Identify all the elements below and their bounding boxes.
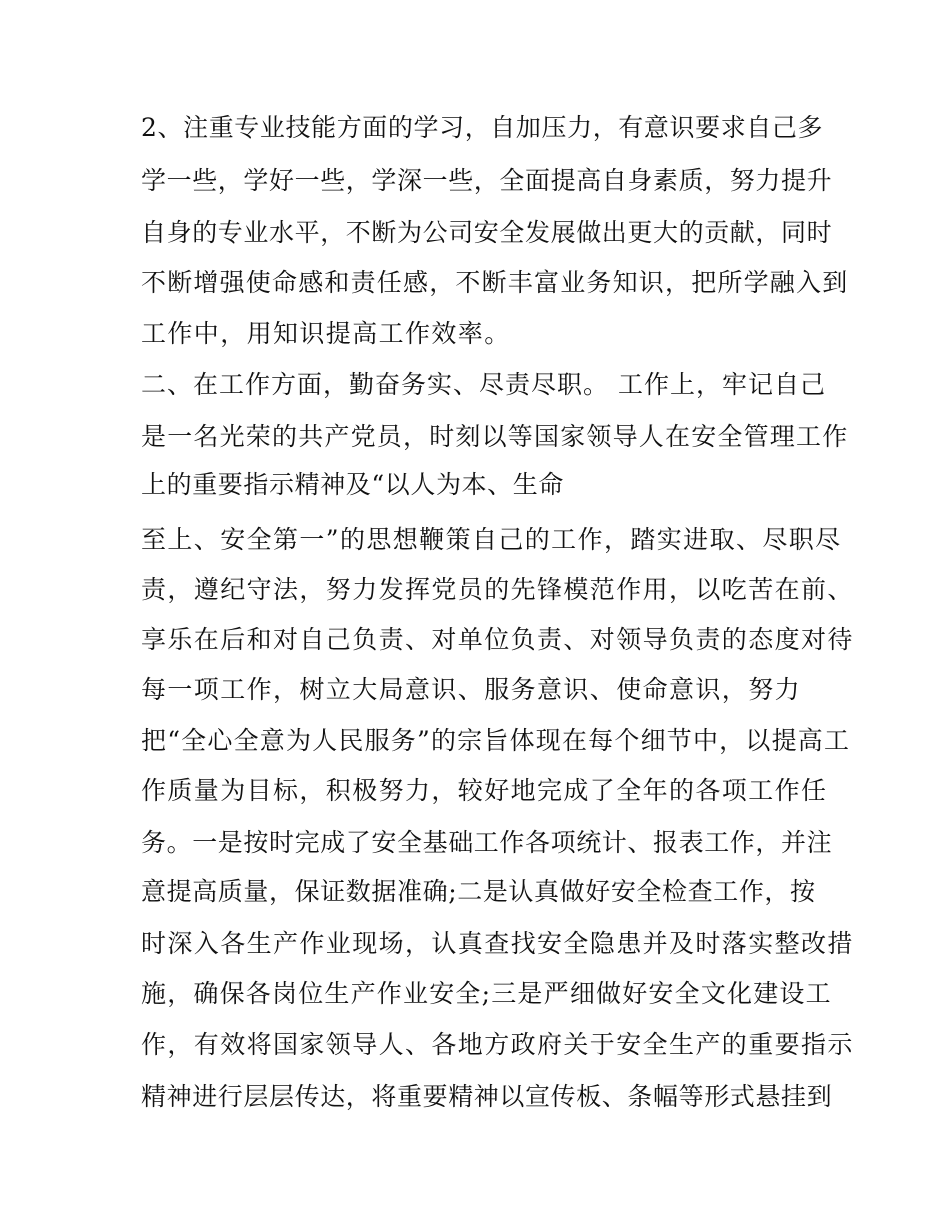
text-line: 作，有效将国家领导人、各地方政府关于安全生产的重要指示 (141, 1030, 854, 1059)
text-line: 上的重要指示精神及“以人为本、生命 (141, 470, 564, 499)
text-line: 责，遵纪守法，努力发挥党员的先锋模范作用，以吃苦在前、 (141, 575, 854, 604)
text-line: 精神进行层层传达，将重要精神以宣传板、条幅等形式悬挂到 (141, 1082, 833, 1111)
text-line: 学一些，学好一些，学深一些，全面提高自身素质，努力提升 (141, 166, 833, 195)
text-line: 是一名光荣的共产党员，时刻以等国家领导人在安全管理工作 (141, 422, 849, 451)
text-line: 工作中，用知识提高工作效率。 (141, 319, 511, 348)
section-heading-line: 二、在工作方面，勤奋务实、尽责尽职。 工作上，牢记自己 (141, 370, 826, 399)
text-line: 意提高质量，保证数据准确;二是认真做好安全检查工作，按 (141, 877, 816, 906)
text-line: 享乐在后和对自己负责、对单位负责、对领导负责的态度对待 (141, 625, 854, 654)
text-line: 时深入各生产作业现场，认真查找安全隐患并及时落实整改措 (141, 929, 854, 958)
text-line: 至上、安全第一”的思想鞭策自己的工作，踏实进取、尽职尽 (141, 525, 842, 554)
text-line: 自身的专业水平，不断为公司安全发展做出更大的贡献，同时 (141, 218, 833, 247)
text-line: 作质量为目标，积极努力，较好地完成了全年的各项工作任 (141, 776, 828, 805)
text-line: 把“全心全意为人民服务”的宗旨体现在每个细节中，以提高工 (141, 726, 851, 755)
text-line: 施，确保各岗位生产作业安全;三是严细做好安全文化建设工 (141, 979, 832, 1008)
text-line: 每一项工作，树立大局意识、服务意识、使命意识，努力 (141, 675, 802, 704)
text-line: 务。一是按时完成了安全基础工作各项统计、报表工作，并注 (141, 828, 833, 857)
text-line: 不断增强使命感和责任感，不断丰富业务知识，把所学融入到 (141, 268, 849, 297)
text-line: 2、注重专业技能方面的学习，自加压力，有意识要求自己多 (141, 113, 824, 142)
